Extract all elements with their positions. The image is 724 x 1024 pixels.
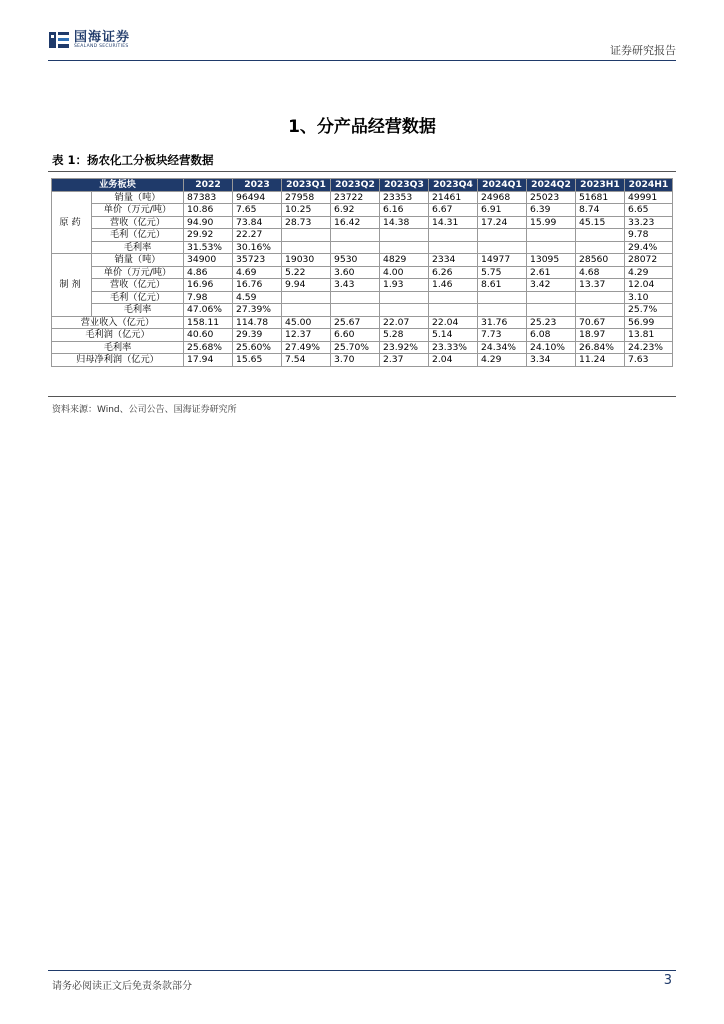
- table-cell-value: 6.39: [527, 204, 576, 217]
- table-cell-value: [429, 304, 478, 317]
- table-cell-value: [331, 229, 380, 242]
- metric-label: 营收（亿元）: [92, 216, 184, 229]
- table-cell-value: 5.22: [282, 266, 331, 279]
- table-cell-value: [576, 304, 625, 317]
- table-cell-value: 18.97: [576, 329, 625, 342]
- metric-label: 毛利率: [92, 304, 184, 317]
- table-cell-value: 29.92: [184, 229, 233, 242]
- table-row: [52, 204, 673, 217]
- table-row: [52, 291, 673, 304]
- table-cell-value: 5.28: [380, 329, 429, 342]
- table-cell-value: 22.04: [429, 316, 478, 329]
- metric-label: 毛利率: [92, 241, 184, 254]
- table-cell-value: [576, 229, 625, 242]
- table-cell-value: 24.10%: [527, 341, 576, 354]
- table-cell-value: 9530: [331, 254, 380, 267]
- table-cell-value: [527, 229, 576, 242]
- table-cell-value: [478, 291, 527, 304]
- table-cell-value: 16.96: [184, 279, 233, 292]
- table-cell-value: 13.81: [625, 329, 673, 342]
- table-cell-value: 28560: [576, 254, 625, 267]
- column-header-period: 2024Q1: [478, 179, 527, 192]
- column-header-period: 2023H1: [576, 179, 625, 192]
- table-cell-value: 6.67: [429, 204, 478, 217]
- data-source-note: 资料来源：Wind、公司公告、国海证券研究所: [52, 405, 237, 415]
- table-cell-value: [282, 229, 331, 242]
- table-cell-value: 25.67: [331, 316, 380, 329]
- segment-operating-data-table: [51, 178, 673, 367]
- table-row-total: [52, 329, 673, 342]
- table-cell-value: 22.07: [380, 316, 429, 329]
- table-cell-value: 16.76: [233, 279, 282, 292]
- table-cell-value: [380, 229, 429, 242]
- metric-label: 单价（万元/吨）: [92, 204, 184, 217]
- table-cell-value: 28.73: [282, 216, 331, 229]
- table-cell-value: [478, 229, 527, 242]
- metric-label: 毛利润（亿元）: [52, 329, 184, 342]
- table-cell-value: 7.98: [184, 291, 233, 304]
- table-row: [52, 254, 673, 267]
- column-header-segment: 业务板块: [52, 179, 184, 192]
- table-cell-value: 27958: [282, 191, 331, 204]
- table-cell-value: 7.65: [233, 204, 282, 217]
- table-cell-value: 23722: [331, 191, 380, 204]
- table-cell-value: 73.84: [233, 216, 282, 229]
- table-cell-value: 25.7%: [625, 304, 673, 317]
- table-cell-value: 29.4%: [625, 241, 673, 254]
- table-cell-value: 2.37: [380, 354, 429, 367]
- metric-label: 毛利（亿元）: [92, 229, 184, 242]
- table-cell-value: 24968: [478, 191, 527, 204]
- table-cell-value: 24.34%: [478, 341, 527, 354]
- table-cell-value: 23.92%: [380, 341, 429, 354]
- table-cell-value: 114.78: [233, 316, 282, 329]
- column-header-period: 2023: [233, 179, 282, 192]
- table-cell-value: 6.08: [527, 329, 576, 342]
- table-cell-value: 47.06%: [184, 304, 233, 317]
- table-row-total: [52, 354, 673, 367]
- table-cell-value: 25.60%: [233, 341, 282, 354]
- table-cell-value: [527, 304, 576, 317]
- table-row: [52, 241, 673, 254]
- table-cell-value: 25.23: [527, 316, 576, 329]
- table-cell-value: 33.23: [625, 216, 673, 229]
- table-row: [52, 279, 673, 292]
- table-cell-value: [380, 291, 429, 304]
- table-cell-value: 11.24: [576, 354, 625, 367]
- table-cell-value: 13.37: [576, 279, 625, 292]
- table-cell-value: 3.42: [527, 279, 576, 292]
- table-cell-value: 30.16%: [233, 241, 282, 254]
- table-cell-value: 5.75: [478, 266, 527, 279]
- table-cell-value: 1.93: [380, 279, 429, 292]
- column-header-period: 2023Q3: [380, 179, 429, 192]
- table-cell-value: 4.69: [233, 266, 282, 279]
- table-cell-value: 9.78: [625, 229, 673, 242]
- table-cell-value: 96494: [233, 191, 282, 204]
- table-cell-value: 3.10: [625, 291, 673, 304]
- table-cell-value: 7.63: [625, 354, 673, 367]
- table-cell-value: 3.60: [331, 266, 380, 279]
- table-cell-value: 25.70%: [331, 341, 380, 354]
- table-cell-value: 31.53%: [184, 241, 233, 254]
- table-cell-value: [282, 241, 331, 254]
- table-cell-value: 6.65: [625, 204, 673, 217]
- page-header: [48, 30, 676, 61]
- table-cell-value: 6.92: [331, 204, 380, 217]
- table-cell-value: 1.46: [429, 279, 478, 292]
- column-header-period: 2023Q2: [331, 179, 380, 192]
- table-cell-value: 6.91: [478, 204, 527, 217]
- table-cell-value: 70.67: [576, 316, 625, 329]
- table-cell-value: [576, 291, 625, 304]
- column-header-period: 2024Q2: [527, 179, 576, 192]
- metric-label: 营业收入（亿元）: [52, 316, 184, 329]
- table-row-total: [52, 316, 673, 329]
- table-row: [52, 229, 673, 242]
- table-cell-value: 56.99: [625, 316, 673, 329]
- table-cell-value: 7.73: [478, 329, 527, 342]
- table-cell-value: [331, 241, 380, 254]
- table-row: [52, 304, 673, 317]
- metric-label: 单价（万元/吨）: [92, 266, 184, 279]
- table-cell-value: 4.29: [478, 354, 527, 367]
- table-cell-value: 23.33%: [429, 341, 478, 354]
- table-cell-value: 25023: [527, 191, 576, 204]
- table-cell-value: [331, 291, 380, 304]
- table-cell-value: 4.29: [625, 266, 673, 279]
- table-cell-value: 49991: [625, 191, 673, 204]
- source-divider: [48, 396, 676, 397]
- table-cell-value: [282, 291, 331, 304]
- table-row: [52, 216, 673, 229]
- table-cell-value: 29.39: [233, 329, 282, 342]
- logo-english-name: SEALAND SECURITIES: [74, 43, 129, 49]
- table-cell-value: [478, 241, 527, 254]
- table-cell-value: 16.42: [331, 216, 380, 229]
- table-cell-value: 24.23%: [625, 341, 673, 354]
- table-cell-value: 14977: [478, 254, 527, 267]
- table-cell-value: [380, 241, 429, 254]
- table-row: [52, 191, 673, 204]
- table-header-row: [52, 179, 673, 192]
- table-cell-value: 4.68: [576, 266, 625, 279]
- table-cell-value: [331, 304, 380, 317]
- table-cell-value: [576, 241, 625, 254]
- table-cell-value: 26.84%: [576, 341, 625, 354]
- table-cell-value: 27.39%: [233, 304, 282, 317]
- table-cell-value: 3.70: [331, 354, 380, 367]
- table-title-divider: [48, 171, 676, 172]
- table-cell-value: [527, 241, 576, 254]
- table-cell-value: 10.25: [282, 204, 331, 217]
- table-cell-value: 4.00: [380, 266, 429, 279]
- table-cell-value: 17.24: [478, 216, 527, 229]
- table-cell-value: 12.04: [625, 279, 673, 292]
- table-cell-value: 23353: [380, 191, 429, 204]
- table-cell-value: 12.37: [282, 329, 331, 342]
- table-cell-value: 15.99: [527, 216, 576, 229]
- metric-label: 归母净利润（亿元）: [52, 354, 184, 367]
- table-cell-value: 6.26: [429, 266, 478, 279]
- metric-label: 营收（亿元）: [92, 279, 184, 292]
- table-cell-value: 19030: [282, 254, 331, 267]
- table-cell-value: 21461: [429, 191, 478, 204]
- table-cell-value: 3.34: [527, 354, 576, 367]
- table-row: [52, 266, 673, 279]
- table-cell-value: 27.49%: [282, 341, 331, 354]
- metric-label: 销量（吨）: [92, 191, 184, 204]
- table-cell-value: 22.27: [233, 229, 282, 242]
- table-cell-value: 14.38: [380, 216, 429, 229]
- table-cell-value: 40.60: [184, 329, 233, 342]
- table-cell-value: 4.86: [184, 266, 233, 279]
- sealand-logo-icon: [48, 30, 70, 50]
- disclaimer-text: 请务必阅读正文后免责条款部分: [52, 981, 192, 992]
- table-cell-value: 2.61: [527, 266, 576, 279]
- table-cell-value: 34900: [184, 254, 233, 267]
- table-cell-value: 15.65: [233, 354, 282, 367]
- footer-divider: [48, 970, 676, 971]
- section-title: 1、分产品经营数据: [288, 117, 436, 137]
- table-title: 表 1：扬农化工分板块经营数据: [52, 153, 214, 167]
- table-cell-value: 17.94: [184, 354, 233, 367]
- metric-label: 毛利率: [52, 341, 184, 354]
- table-row-total: [52, 341, 673, 354]
- table-cell-value: 35723: [233, 254, 282, 267]
- report-type-label: 证券研究报告: [610, 44, 676, 57]
- table-cell-value: 158.11: [184, 316, 233, 329]
- table-cell-value: 3.43: [331, 279, 380, 292]
- table-cell-value: 94.90: [184, 216, 233, 229]
- table-cell-value: 8.74: [576, 204, 625, 217]
- table-cell-value: 5.14: [429, 329, 478, 342]
- table-cell-value: 2334: [429, 254, 478, 267]
- table-cell-value: [380, 304, 429, 317]
- table-cell-value: [478, 304, 527, 317]
- table-cell-value: 6.60: [331, 329, 380, 342]
- table-cell-value: 51681: [576, 191, 625, 204]
- table-cell-value: 6.16: [380, 204, 429, 217]
- column-header-period: 2024H1: [625, 179, 673, 192]
- table-cell-value: 25.68%: [184, 341, 233, 354]
- table-cell-value: 45.15: [576, 216, 625, 229]
- metric-label: 销量（吨）: [92, 254, 184, 267]
- company-logo: [48, 30, 130, 50]
- table-cell-value: 2.04: [429, 354, 478, 367]
- table-cell-value: 87383: [184, 191, 233, 204]
- table-cell-value: 8.61: [478, 279, 527, 292]
- table-cell-value: 45.00: [282, 316, 331, 329]
- table-cell-value: 28072: [625, 254, 673, 267]
- table-cell-value: 7.54: [282, 354, 331, 367]
- metric-label: 毛利（亿元）: [92, 291, 184, 304]
- table-cell-value: 9.94: [282, 279, 331, 292]
- table-cell-value: 13095: [527, 254, 576, 267]
- column-header-period: 2023Q1: [282, 179, 331, 192]
- column-header-period: 2022: [184, 179, 233, 192]
- segment-label: 原药: [52, 191, 92, 254]
- table-cell-value: 4.59: [233, 291, 282, 304]
- logo-chinese-name: 国海证券: [74, 29, 131, 45]
- segment-label: 制剂: [52, 254, 92, 317]
- table-cell-value: [429, 241, 478, 254]
- table-cell-value: [429, 291, 478, 304]
- table-cell-value: [282, 304, 331, 317]
- column-header-period: 2023Q4: [429, 179, 478, 192]
- table-cell-value: 31.76: [478, 316, 527, 329]
- table-cell-value: [429, 229, 478, 242]
- page-number: 3: [663, 973, 672, 988]
- table-cell-value: 4829: [380, 254, 429, 267]
- table-cell-value: 10.86: [184, 204, 233, 217]
- table-cell-value: [527, 291, 576, 304]
- table-cell-value: 14.31: [429, 216, 478, 229]
